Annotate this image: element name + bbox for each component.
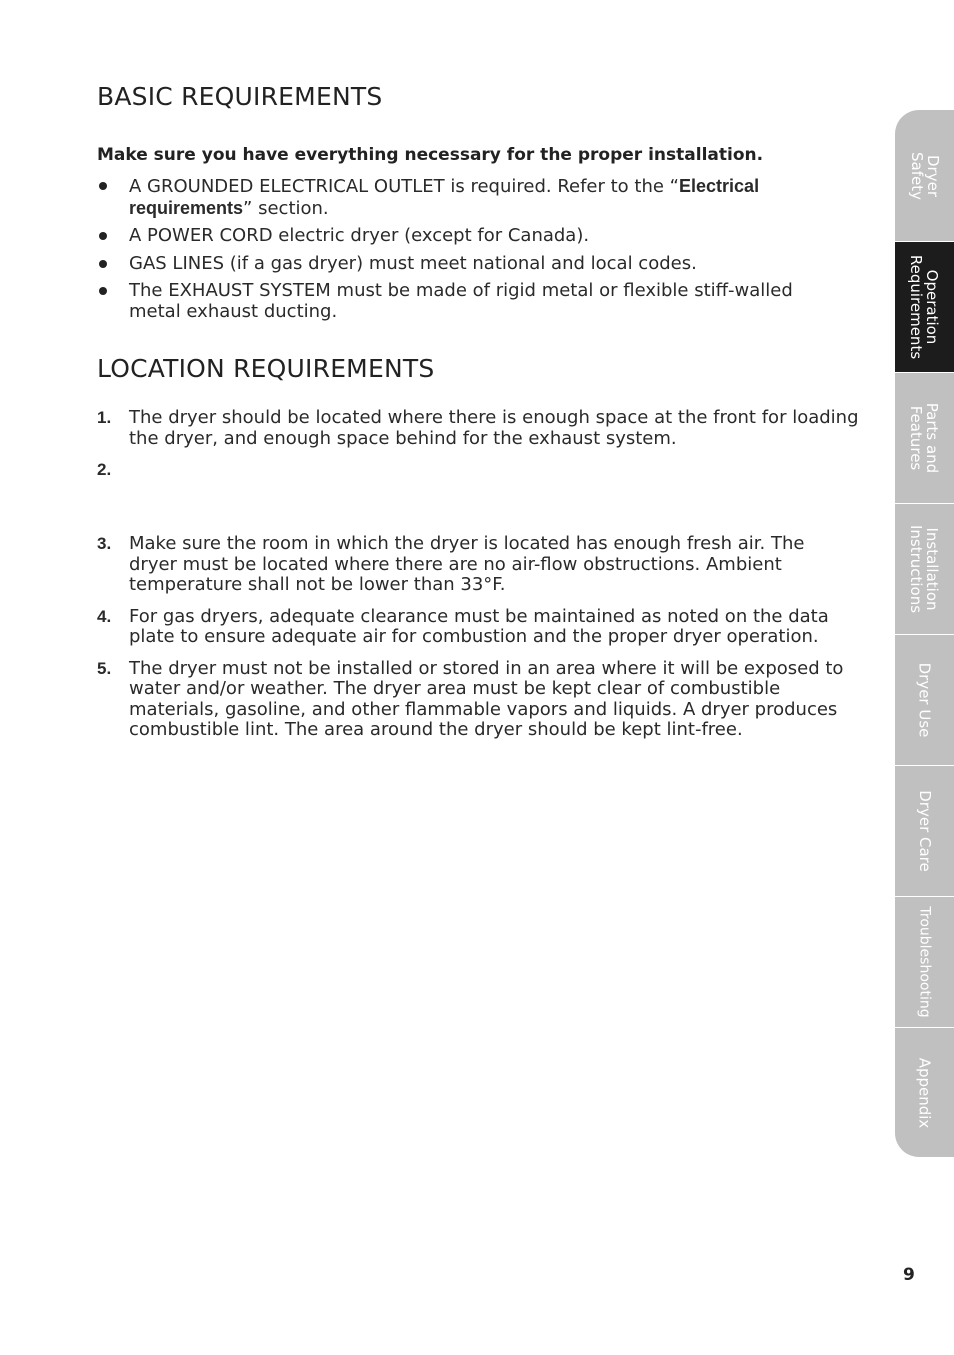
list-item: 5. The dryer must not be installed or stored in an area where it will be exposed to water and/or weather. The dryer area must be kept clear of combustible materials, gasoline, and other flammable vapors and liquids. A dryer produces combustible lint. The area around the dryer should be kept lint-free. [97,657,844,740]
list-item: 4. For gas dryers, adequate clearance must be maintained as noted on the data plate to ensure adequate air for combustion and the proper dryer operation. [97,605,829,647]
item-number: 1. [97,408,112,427]
list-item: The EXHAUST SYSTEM must be made of rigid metal or flexible stiff-walled metal exhaust ducting. [97,281,837,322]
tab-label: Troubleshooting [916,906,933,1018]
item-number: 4. [97,606,112,626]
list-item: 1. The dryer should be located where there is enough space at the front for loading the dryer, and enough space behind for the exhaust system. [97,407,859,449]
tab-label: Dryer Care [915,790,934,872]
tab-label: Installation Instructions [907,524,942,614]
list-item: 3. Make sure the room in which the dryer is located has enough fresh air. The dryer must be located where there are no air-flow obstructions. Ambient temperature shall not be lower than 33°F. [97,533,805,595]
tab-dryer-care[interactable] [895,765,954,896]
location-requirements-heading: LOCATION REQUIREMENTS [97,354,435,383]
tab-label: Dryer Safety [907,151,942,200]
tab-label: Parts and Features [907,402,942,474]
tab-label: Appendix [915,1057,934,1128]
list-item [97,460,867,480]
list-item: A GROUNDED ELECTRICAL OUTLET is required. Refer to the “Electrical requirements” section. [97,176,837,219]
item-number: 5. [97,658,112,678]
tab-appendix[interactable] [895,1027,954,1157]
list-item: GAS LINES (if a gas dryer) must meet national and local codes. [97,254,837,275]
tab-operation-requirements[interactable] [895,241,954,372]
item-number: 2. [97,460,112,479]
tab-dryer-safety[interactable] [895,110,954,241]
tab-troubleshooting[interactable] [895,896,954,1027]
location-requirements-list [97,408,867,741]
tab-installation-instructions[interactable] [895,503,954,634]
tab-label: Operation Requirements [907,254,942,360]
section-tabs [895,110,954,1157]
item-number: 3. [97,534,112,553]
basic-requirements-intro: Make sure you have everything necessary for the proper installation. [97,145,764,165]
list-item: A POWER CORD electric dryer (except for Canada). [97,226,837,247]
tab-label: Dryer Use [915,662,934,738]
page-number: 9 [903,1265,915,1285]
tab-parts-and-features[interactable] [895,372,954,503]
basic-requirements-heading: BASIC REQUIREMENTS [97,82,383,111]
tab-dryer-use[interactable] [895,634,954,765]
basic-requirements-list [97,176,837,322]
